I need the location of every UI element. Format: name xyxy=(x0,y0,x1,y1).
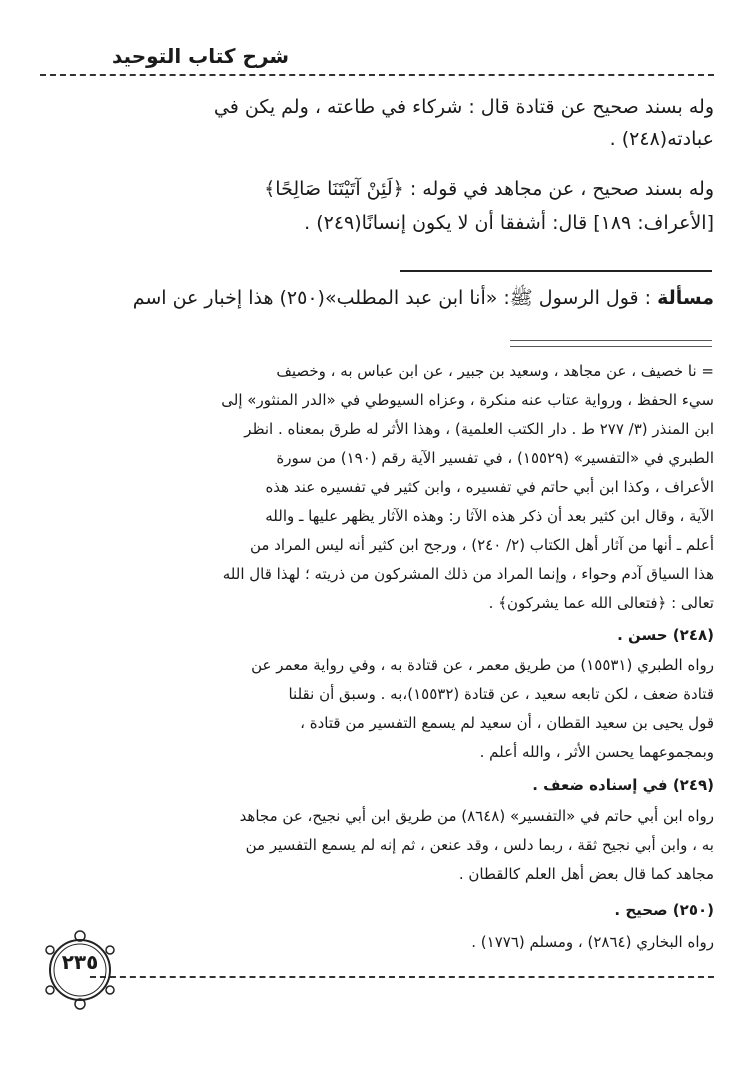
footnote-cont-line: الآية ، وقال ابن كثير بعد أن ذكر هذه الآثا ر: وهذه الآثار يظهر عليها ـ والله xyxy=(265,507,714,525)
main-paragraph-1-line-2: عبادته(٢٤٨) . xyxy=(609,128,714,150)
footnote-cont-line: الطبري في «التفسير» (١٥٥٢٩) ، في تفسير الآية رقم (١٩٠) من سورة xyxy=(276,449,714,467)
footnote-cont-line: سيء الحفظ ، ورواية عتاب عنه منكرة ، وعزاه السيوطي في «الدر المنثور» إلى xyxy=(221,391,714,409)
header-divider xyxy=(40,74,714,76)
running-header-title: شرح كتاب التوحيد xyxy=(112,44,290,68)
footnote-248-heading: (٢٤٨) حسن . xyxy=(617,626,714,644)
main-paragraph-2-line-2: [الأعراف: ١٨٩] قال: أشفقا أن لا يكون إنسانًا(٢٤٩) . xyxy=(304,212,714,234)
footnote-cont-line: ابن المنذر (٣/ ٢٧٧ ط . دار الكتب العلمية) ، وهذا الأثر له طرق بمعناه . انظر xyxy=(244,420,714,438)
footnote-249-line: مجاهد كما قال بعض أهل العلم كالقطان . xyxy=(458,865,714,883)
footnote-249-heading: (٢٤٩) في إسناده ضعف . xyxy=(532,776,714,794)
main-paragraph-2-line-1: وله بسند صحيح ، عن مجاهد في قوله : ﴿لَئِنْ آتَيْتَنَا صَالِحًا﴾ xyxy=(264,178,714,200)
masala-text: : قول الرسول ﷺ: «أنا ابن عبد المطلب»(٢٥٠) هذا إخبار عن اسم xyxy=(132,287,652,309)
masala-line xyxy=(133,286,714,314)
footnote-cont-line: هذا السياق آدم وحواء ، وإنما المراد من ذلك المشركون من ذريته ؛ لهذا قال الله xyxy=(222,565,714,583)
footnote-248-line: قول يحيى بن سعيد القطان ، أن سعيد لم يسمع التفسير من قتادة ، xyxy=(300,714,714,732)
footnote-248-line: قتادة ضعف ، لكن تابعه سعيد ، عن قتادة (١٥٥٣٢)،به . وسبق أن نقلنا xyxy=(288,685,714,703)
masala-label: مسألة xyxy=(657,287,714,309)
footnote-248-line: وبمجموعهما يحسن الأثر ، والله أعلم . xyxy=(479,743,714,761)
footnote-cont-line: أعلم ـ أنها من آثار أهل الكتاب (٢/ ٢٤٠) ، ورجح ابن كثير أنه ليس المراد من xyxy=(250,536,714,554)
main-paragraph-1-line-1: وله بسند صحيح عن قتادة قال : شركاء في طاعته ، ولم يكن في xyxy=(213,96,714,118)
footnote-249-line: به ، وابن أبي نجيح ثقة ، ربما دلس ، وقد عنعن ، ثم إنه لم يسمع التفسير من xyxy=(245,836,714,854)
footnote-250-line: رواه البخاري (٢٨٦٤) ، ومسلم (١٧٧٦) . xyxy=(471,933,714,951)
footnote-rule-1 xyxy=(510,340,712,341)
page-number-ornament xyxy=(40,930,120,1010)
footnote-rule-2 xyxy=(510,346,712,347)
footnote-250-heading: (٢٥٠) صحيح . xyxy=(614,901,714,919)
footnote-249-line: رواه ابن أبي حاتم في «التفسير» (٨٦٤٨) من طريق ابن أبي نجيح، عن مجاهد xyxy=(239,807,714,825)
footnote-cont-line: = نا خصيف ، عن مجاهد ، وسعيد بن جبير ، عن ابن عباس به ، وخصيف xyxy=(276,362,714,380)
footer-divider xyxy=(90,976,714,978)
footnote-cont-line: الأعراف ، وكذا ابن أبي حاتم في تفسيره ، وابن كثير في تفسيره عند هذه xyxy=(265,478,714,496)
footnote-cont-line: تعالى : ﴿فتعالى الله عما يشركون﴾ . xyxy=(488,594,714,612)
page-number: ٢٣٥ xyxy=(61,950,99,974)
section-divider xyxy=(400,270,712,272)
footnote-248-line: رواه الطبري (١٥٥٣١) من طريق معمر ، عن قتادة به ، وفي رواية معمر عن xyxy=(251,656,714,674)
